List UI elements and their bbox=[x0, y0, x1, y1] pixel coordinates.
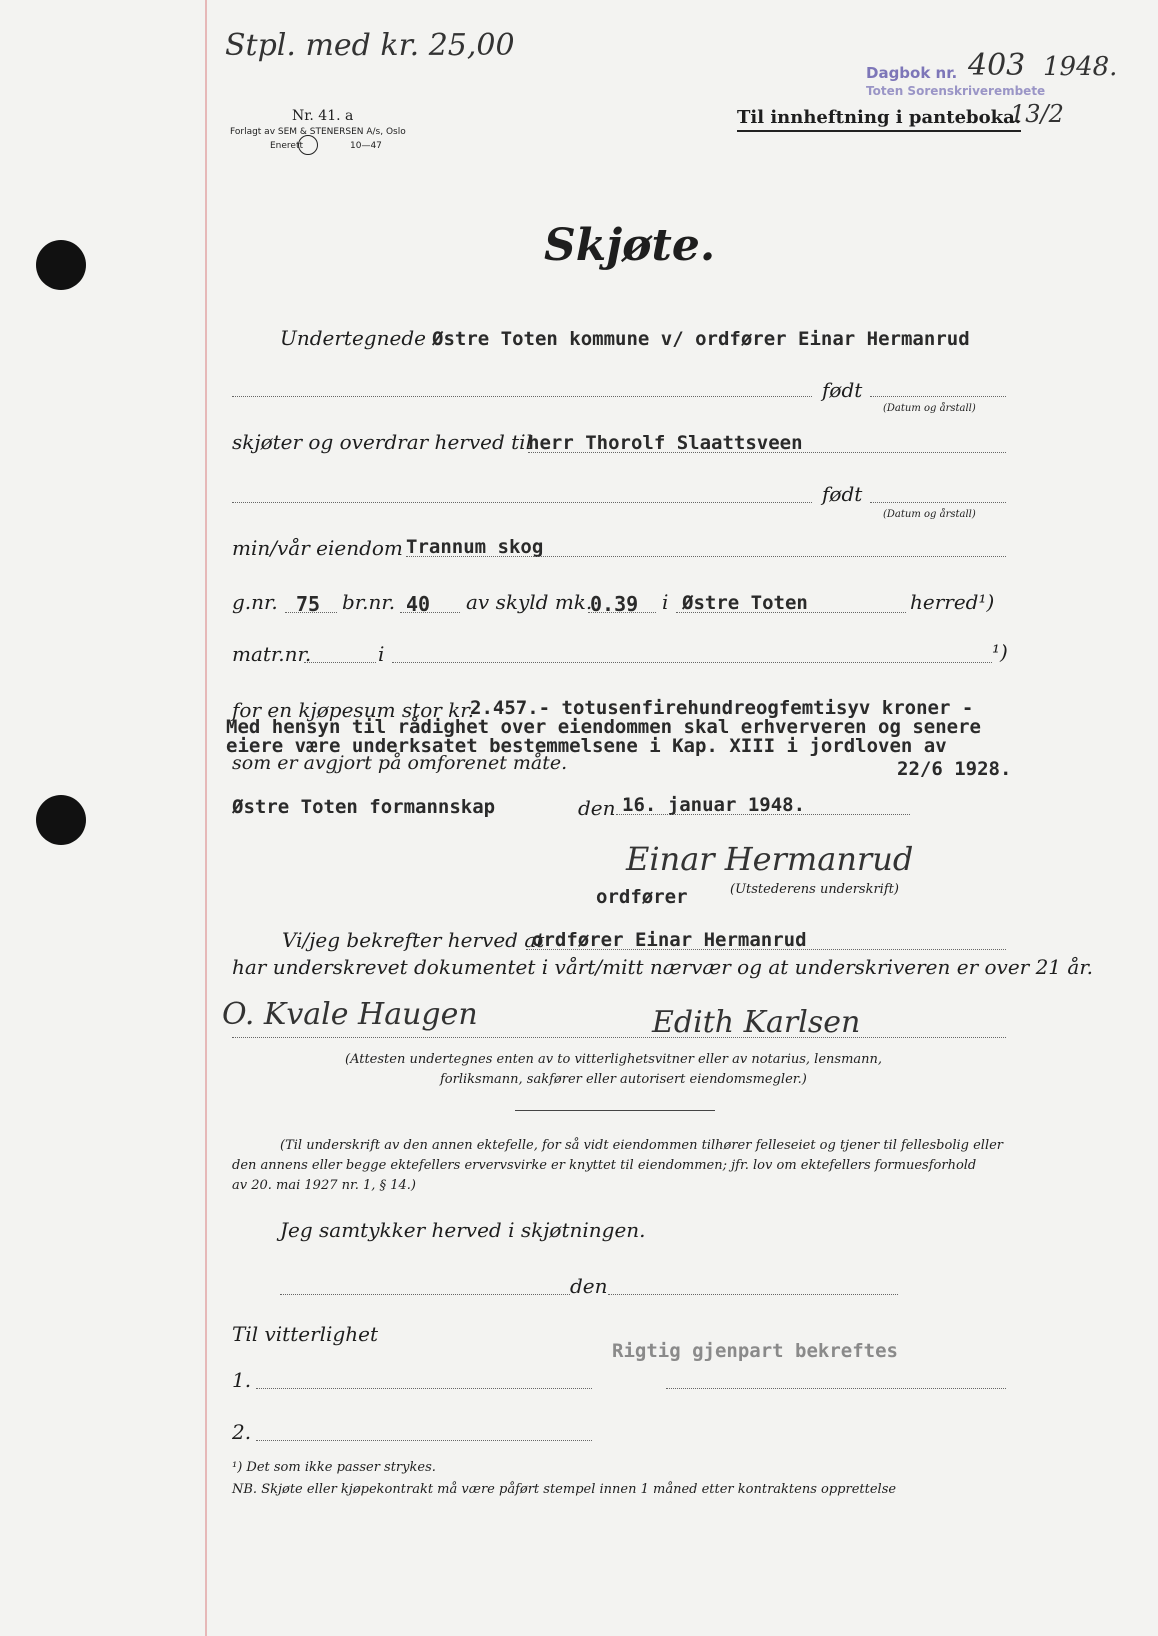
vitterlighet-field-2[interactable] bbox=[256, 1440, 592, 1441]
matr-field[interactable] bbox=[304, 662, 376, 663]
herred-line bbox=[676, 612, 906, 613]
price-label: for en kjøpesum stor kr. bbox=[232, 698, 475, 722]
matr-i-label: i bbox=[378, 642, 385, 666]
spouse-note-1: (Til underskrift av den annen ektefelle, for så vidt eiendommen tilhører felleseiet og tjener til fellesbolig eller bbox=[280, 1138, 1004, 1153]
witness-name: ordfører Einar Hermanrud bbox=[532, 929, 807, 951]
punch-hole-top bbox=[36, 240, 86, 290]
margin-line bbox=[205, 0, 207, 1636]
punch-hole-bottom bbox=[36, 795, 86, 845]
skyld-line bbox=[588, 612, 656, 613]
matr-label: matr.nr. bbox=[232, 642, 312, 666]
edition: 10—47 bbox=[350, 141, 382, 151]
grantor-label: Undertegnede bbox=[280, 326, 426, 350]
grantee-dotted-line-2 bbox=[232, 502, 812, 503]
enerett: Enerett bbox=[270, 141, 304, 151]
vitterlighet-item-2: 2. bbox=[232, 1420, 252, 1444]
witness-signature-2: Edith Karlsen bbox=[652, 1005, 861, 1040]
footnote-1: ¹) Det som ikke passer strykes. bbox=[232, 1460, 436, 1475]
grantor-born-label: født bbox=[822, 378, 863, 402]
vitterlighet-label: Til vitterlighet bbox=[232, 1322, 379, 1346]
den-label: den bbox=[578, 796, 616, 820]
place-value: Østre Toten formannskap bbox=[232, 796, 496, 818]
witness-note-2: forliksmann, sakfører eller autorisert eiendomsmegler.) bbox=[440, 1072, 807, 1087]
vitterlighet-field-1a[interactable] bbox=[256, 1388, 592, 1389]
stamp-number: 403 bbox=[968, 48, 1026, 83]
grantee-born-label: født bbox=[822, 482, 863, 506]
date-line bbox=[616, 814, 910, 815]
brnr-value: 40 bbox=[406, 592, 431, 616]
document-title: Skjøte. bbox=[544, 220, 716, 271]
spouse-note-3: av 20. mai 1927 nr. 1, § 14.) bbox=[232, 1178, 416, 1193]
publisher: Forlagt av SEM & STENERSEN A/s, Oslo bbox=[230, 127, 406, 137]
filing-note: Til innheftning i panteboka. bbox=[737, 107, 1021, 132]
herred-value: Østre Toten bbox=[682, 592, 808, 614]
herred-label: herred¹) bbox=[910, 590, 995, 614]
matr-suffix: ¹) bbox=[992, 640, 1008, 664]
footnote-2: NB. Skjøte eller kjøpekontrakt må være påført stempel innen 1 måned etter kontraktens opprettelse bbox=[232, 1482, 897, 1497]
grantor-dotted-line bbox=[232, 396, 812, 397]
grantee-dotted-line bbox=[528, 452, 1006, 453]
grantee-label: skjøter og overdrar herved til bbox=[232, 430, 532, 454]
date-value: 16. januar 1948. bbox=[622, 794, 806, 816]
publisher-logo-icon bbox=[298, 135, 318, 155]
price-condition-1: Med hensyn til rådighet over eiendommen skal erhververen og senere bbox=[226, 716, 981, 738]
signature-label: (Utstederens underskrift) bbox=[730, 882, 899, 897]
skyld-label: av skyld mk. bbox=[466, 590, 593, 614]
handwritten-signature: Einar Hermanrud bbox=[626, 840, 914, 878]
grantor-born-hint: (Datum og årstall) bbox=[883, 403, 976, 414]
gnr-line bbox=[285, 612, 337, 613]
grantee-value: herr Thorolf Slaattsveen bbox=[528, 432, 803, 454]
stamp-date: 13/2 bbox=[1010, 100, 1064, 128]
form-number: Nr. 41. a bbox=[292, 108, 354, 124]
vitterlighet-item-1: 1. bbox=[232, 1368, 252, 1392]
price-amount: 2.457.- totusenfirehundreogfemtisyv kroner - bbox=[470, 697, 974, 719]
witness-name-line bbox=[526, 949, 1006, 950]
copy-stamp: Rigtig gjenpart bekreftes bbox=[612, 1340, 898, 1362]
witness-line2: har underskrevet dokumentet i vårt/mitt nærvær og at underskriveren er over 21 år. bbox=[232, 955, 1094, 979]
kommune-i-label: i bbox=[662, 590, 669, 614]
vitterlighet-field-1b[interactable] bbox=[666, 1388, 1006, 1389]
grantor-born-field[interactable] bbox=[870, 396, 1006, 397]
stamp-dagbok: Dagbok nr. bbox=[866, 64, 958, 82]
section-separator bbox=[515, 1110, 715, 1111]
spouse-note-2: den annens eller begge ektefellers ervervsvirke er knyttet til eiendommen; jfr. lov om ektefellers formuesforhold bbox=[232, 1158, 977, 1173]
signer-role: ordfører bbox=[596, 886, 688, 908]
witness-note-1: (Attesten undertegnes enten av to vitterlighetsvitner eller av notarius, lensmann, bbox=[345, 1052, 883, 1067]
property-prefix: min/vår eiendom bbox=[232, 536, 403, 560]
gnr-value: 75 bbox=[296, 592, 321, 616]
property-name: Trannum skog bbox=[406, 536, 544, 558]
grantor-value: Østre Toten kommune v/ ordfører Einar Hermanrud bbox=[432, 328, 970, 350]
handwritten-fee: Stpl. med kr. 25,00 bbox=[225, 28, 515, 63]
grantee-born-field[interactable] bbox=[870, 502, 1006, 503]
stamp-embete: Toten Sorenskriverembete bbox=[866, 84, 1046, 98]
skyld-value: 0.39 bbox=[590, 592, 639, 616]
law-date: 22/6 1928. bbox=[897, 758, 1012, 780]
spouse-den-label: den bbox=[570, 1274, 608, 1298]
witness-signature-line bbox=[232, 1037, 1006, 1038]
spouse-consent: Jeg samtykker herved i skjøtningen. bbox=[280, 1218, 646, 1242]
witness-prefix: Vi/jeg bekrefter herved at bbox=[282, 928, 545, 952]
grantee-born-hint: (Datum og årstall) bbox=[883, 509, 976, 520]
price-printed-tail: som er avgjort på omforenet måte. bbox=[232, 752, 568, 774]
price-condition-2: eiere være underksatet bestemmelsene i Kap. XIII i jordloven av bbox=[226, 735, 947, 757]
brnr-line bbox=[400, 612, 460, 613]
brnr-label: br.nr. bbox=[342, 590, 396, 614]
property-dotted-line bbox=[406, 556, 1006, 557]
matr-kommune-field[interactable] bbox=[392, 662, 992, 663]
stamp-year: 1948. bbox=[1043, 52, 1118, 82]
spouse-place-field[interactable] bbox=[280, 1294, 570, 1295]
witness-signature-1: O. Kvale Haugen bbox=[222, 997, 478, 1032]
gnr-label: g.nr. bbox=[232, 590, 278, 614]
spouse-date-field[interactable] bbox=[608, 1294, 898, 1295]
